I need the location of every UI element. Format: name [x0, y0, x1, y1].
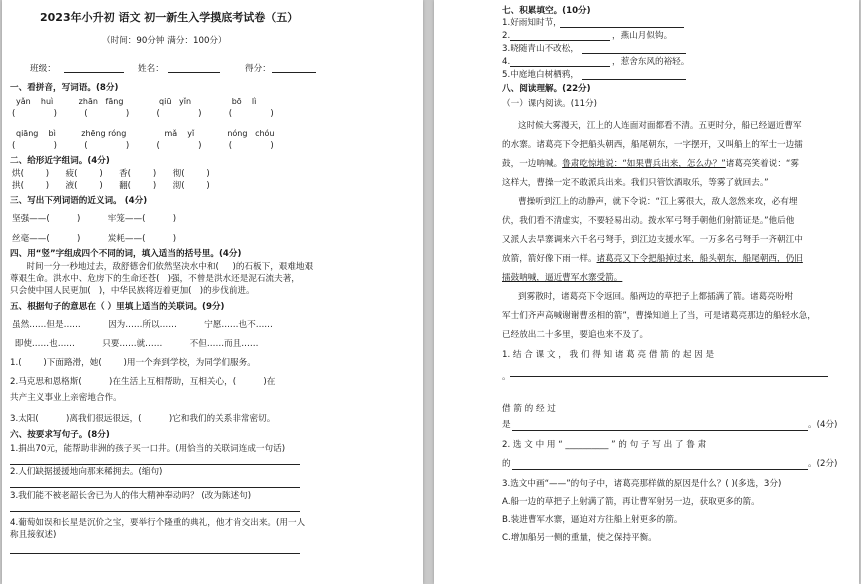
reading-q2: 2. 选 文 中 用 “ __________ ” 的 句 子 写 出 了 鲁 肃 — [502, 440, 707, 450]
section4-para-2: 尊艰生命。洪水中、危房下的生命还苍( )强，不曾是洪水还是泥石流夫著， — [10, 274, 300, 284]
option-c[interactable]: C.增加船另一侧的重量，使之保持平衡。 — [502, 533, 657, 543]
section6-q4-cont: 称且接叙述) — [10, 530, 57, 540]
score-label: 得分： — [245, 64, 271, 74]
section7-q3: 3.晓随青山不改松， — [502, 44, 579, 54]
section2-row-1[interactable]: 烘( ) 疲( ) 香( ) 彻( ) — [12, 169, 210, 179]
section6-q2-answer-line[interactable] — [10, 487, 300, 488]
class-blank[interactable] — [64, 72, 124, 73]
class-label: 班级： — [30, 64, 56, 74]
section2-heading: 二、给形近字组词。(4分) — [10, 156, 110, 166]
passage-underlined-2: 诸葛亮又下令把船掉过来，船头朝东，船尾朝西，仍旧 — [596, 254, 803, 264]
reading-q1-period: 。 — [502, 372, 511, 382]
passage-line-12: 已经放出二十多里，要追也来不及了。 — [502, 330, 649, 340]
reading-q1-is: 是 — [502, 420, 511, 430]
pinyin-row-1: yǎn huì zhān fāng qiū yǐn bō lì — [16, 97, 257, 106]
section1-heading: 一、看拼音，写词语。(8分) — [10, 83, 119, 93]
section7-q2-num: 2. — [502, 31, 511, 41]
section6-q4: 4.葡萄如误和长星是沉价之宝，要举行个隆重的典礼，他才肯交出来。(用一人 — [10, 518, 306, 528]
reading-q2-line[interactable] — [512, 469, 808, 470]
passage-underlined-1: 鲁肃吃惊地说：“如果曹兵出来，怎么办？” — [562, 159, 726, 169]
exam-subtitle: （时间：90分钟 满分：100分） — [102, 36, 227, 46]
section3-heading: 三、写出下列词语的近义词。 (4分) — [10, 196, 148, 206]
passage-line-8-a: 放箭，箭好像下雨一样。 — [502, 254, 597, 264]
section3-row-1[interactable]: 坚强——( ) 牢笼——( ) — [12, 214, 177, 224]
section7-q4-num: 4. — [502, 57, 511, 67]
section6-q3: 3.我们能不被老韶长舍已为人的伟大精神奉动吗？ (改为陈述句) — [10, 491, 252, 501]
reading-q1-cont: 借 箭 的 经 过 — [502, 404, 556, 414]
reading-q1-line-2[interactable] — [512, 430, 808, 431]
section6-heading: 六、按要求写句子。(8分) — [10, 430, 110, 440]
section5-q1[interactable]: 1.( )下面路滑，她( )用一个奔到学校，为同学们服务。 — [10, 358, 256, 368]
passage-line-2: 的水寨。诸葛亮下令把船头朝西，船尾朝东，一字摆开，又叫船上的军士一边擂 — [502, 140, 803, 150]
passage-line-1: 这时候大雾漫天，江上的人连面对面都看不清。五更时分，船已经逼近曹军 — [518, 121, 802, 131]
right-page — [434, 0, 859, 584]
section7-q4-blank[interactable] — [510, 66, 610, 67]
section4-para-3: 只会使中国人民更加( )，中华民族将迈着更加( )的步伐前进。 — [10, 286, 255, 296]
passage-line-10: 到雾散时，诸葛亮下令返回。船两边的草把子上都插满了箭。诸葛亮吩咐 — [518, 292, 794, 302]
section6-q3-answer-line[interactable] — [10, 511, 300, 512]
section7-q5: 5.中庭地白树栖鸦， — [502, 70, 579, 80]
name-blank[interactable] — [168, 72, 220, 73]
section5-heading: 五、根据句子的意思在（ ）里填上适当的关联词。(9分) — [10, 302, 225, 312]
section4-heading: 四、用“竖”字组成四个不同的词，填入适当的括号里。(4分) — [10, 249, 242, 259]
reading-q1-line-1[interactable] — [510, 376, 828, 377]
passage-line-9 — [502, 273, 622, 284]
passage-line-8 — [502, 254, 803, 265]
section5-q3[interactable]: 3.太阳( )离我们很远很远，( )它和我们的关系非常密切。 — [10, 414, 276, 424]
score-blank[interactable] — [272, 72, 316, 73]
section5-q2[interactable]: 2.马克思和恩格斯( )在生活上互相帮助，互相关心，( )在 — [10, 377, 276, 387]
section7-q1-blank[interactable] — [560, 27, 684, 28]
passage-line-3-c: 诸葛亮笑着说：“雾 — [725, 159, 799, 169]
option-a[interactable]: A.船一边的草把子上射满了箭，再让曹军射另一边，获取更多的箭。 — [502, 497, 760, 507]
section7-q2-blank[interactable] — [510, 40, 610, 41]
section2-row-2[interactable]: 拱( ) 液( ) 翻( ) 沏( ) — [12, 181, 210, 191]
section3-row-2[interactable]: 丝毫——( ) 炭耗——( ) — [12, 234, 177, 244]
reading-q2-score: 。(2分) — [808, 459, 838, 469]
section8-subheading: （一）课内阅读。(11分) — [502, 99, 597, 109]
reading-q1: 1. 结 合 课 文 ， 我 们 得 知 诸 葛 亮 借 箭 的 起 因 是 — [502, 350, 715, 360]
conjunction-row-1: 虽然……但是…… 因为……所以…… 宁愿……也不…… — [12, 320, 273, 330]
passage-line-4: 这样大，曹操一定不敢派兵出来。我们只管饮酒取乐，等雾了就回去。” — [502, 178, 769, 188]
passage-line-6: 伏，我们看不清虚实，不要轻易出动。拨水军弓弩手朝他们射箭证是。”他后他 — [502, 216, 795, 226]
name-label: 姓名： — [138, 64, 164, 74]
passage-line-7: 又派人去旱寨调来六千名弓弩手，到江边支援水军。一万多名弓弩手一齐朝江中 — [502, 235, 803, 245]
section6-q1-answer-line[interactable] — [10, 464, 300, 465]
exam-title: 2023年小升初 语文 初一新生入学摸底考试卷（五） — [40, 11, 299, 24]
section6-q2: 2.人们缺据援援地向那来稀拥去。(缩句) — [10, 467, 163, 477]
reading-q2-of: 的 — [502, 459, 511, 469]
passage-line-11: 军士们齐声高喊谢谢曹丞相的箭”，曹操知道上了当，可是诸葛亮那边的船轻水急， — [502, 311, 816, 321]
section8-heading: 八、阅读理解。(22分) — [502, 84, 591, 94]
pinyin-row-2: qiāng bì zhēng róng mǎ yǐ nóng chóu — [16, 129, 275, 138]
passage-line-5: 曹操听到江上的动静声，就下令说：“江上雾很大，敌人忽然来攻，必有埋 — [518, 197, 798, 207]
reading-q1-score: 。(4分) — [808, 420, 838, 430]
left-page — [2, 0, 423, 584]
section7-q5-blank[interactable] — [582, 79, 686, 80]
section7-q1: 1.好雨知时节， — [502, 18, 562, 28]
answer-row-2[interactable]: ( ) ( ) ( ) ( ) — [12, 141, 274, 151]
section6-q4-answer-line[interactable] — [10, 553, 300, 554]
passage-underlined-3: 擂鼓呐喊，逼近曹军水寨受箭。 — [502, 273, 623, 283]
option-b[interactable]: B.装进曹军水寨，逼迫对方往船上射更多的箭。 — [502, 515, 683, 525]
section7-q2: ，燕山月似钩。 — [612, 31, 673, 41]
answer-row-1[interactable]: ( ) ( ) ( ) ( ) — [12, 109, 274, 119]
passage-line-3-a: 鼓，一边呐喊。 — [502, 159, 563, 169]
section6-q1: 1.捐出70元，能帮助非洲的孩子买一口井。(用恰当的关联词连成一句话) — [10, 444, 286, 454]
passage-line-3 — [502, 159, 799, 170]
reading-q3: 3.选文中画“——”的句子中，诸葛亮那样做的原因是什么？( )(多选，3分) — [502, 479, 782, 489]
section7-q3-blank[interactable] — [582, 53, 686, 54]
section7-q4: ，惹舍东风的裕轻。 — [612, 57, 690, 67]
section5-q2-cont: 共产主义事业上亲密地合作。 — [10, 393, 122, 403]
conjunction-row-2: 即使……也…… 只要……就…… 不但……而且…… — [12, 339, 259, 349]
section7-heading: 七、积累填空。(10分) — [502, 6, 591, 16]
section4-para-1: 时间一分一秒地过去，敌舒德舍们依然坚决水中和( )的石板下，艰难地艰 — [10, 262, 314, 272]
